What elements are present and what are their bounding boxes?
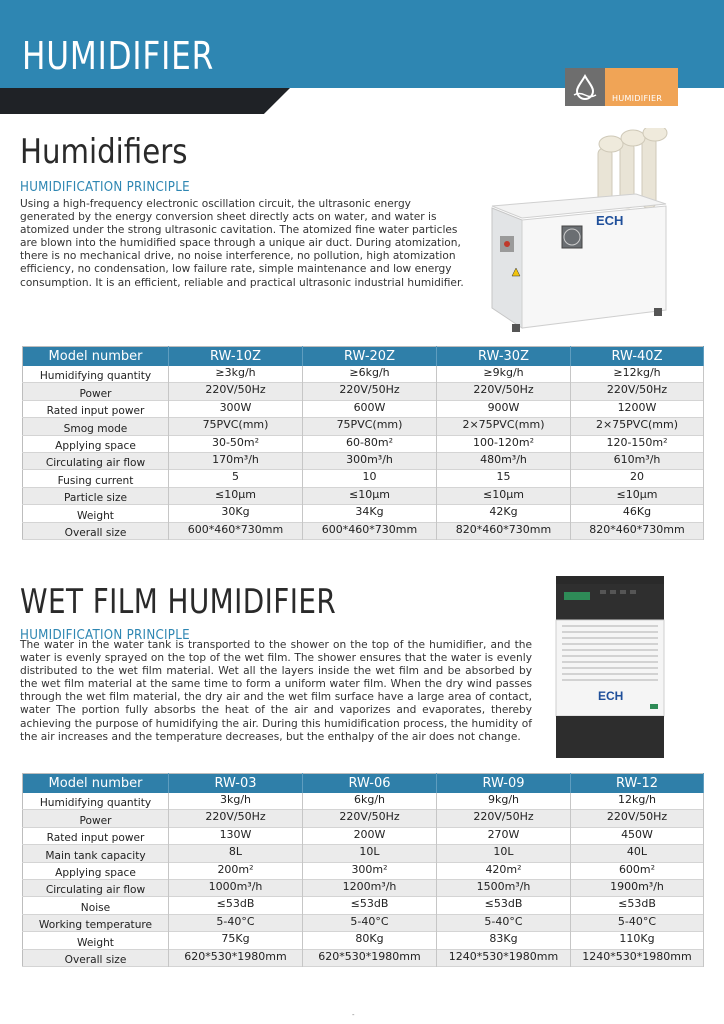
table-cell: 1500m³/h <box>437 879 571 896</box>
table-cell: ≤53dB <box>437 897 571 914</box>
row-label: Overall size <box>23 949 169 966</box>
table-cell: 220V/50Hz <box>571 383 704 400</box>
table-cell: 130W <box>169 827 303 844</box>
table-cell: 2×75PVC(mm) <box>571 418 704 435</box>
table-cell: 220V/50Hz <box>571 810 704 827</box>
row-label: Weight <box>23 932 169 949</box>
row-label: Applying space <box>23 862 169 879</box>
table-row <box>23 400 704 417</box>
table-row <box>23 505 704 522</box>
table-cell: 600*460*730mm <box>169 522 303 539</box>
table-cell: 1000m³/h <box>169 879 303 896</box>
table-row <box>23 470 704 487</box>
table-cell: 60-80m² <box>303 435 437 452</box>
table-cell: 2×75PVC(mm) <box>437 418 571 435</box>
table-cell: 200m² <box>169 862 303 879</box>
table-cell: 75Kg <box>169 932 303 949</box>
table-cell: 220V/50Hz <box>437 810 571 827</box>
ultrasonic-header-model-3: RW-30Z <box>437 347 571 366</box>
table-row <box>23 879 704 896</box>
table-cell: ≥6kg/h <box>303 366 437 383</box>
table-cell: 220V/50Hz <box>303 810 437 827</box>
section1-paragraph: Using a high-frequency electronic oscillation circuit, the ultrasonic energy generated by the energy conversion sheet directly acts on water, and water is atomized under the strong ultrasonic cavitation. The atomized fine water particles are blown into the humidified space through a unique air duct. During atomization, there is no mechanical drive, no noise interference, no pollution, high atomization efficiency, no condensation, low failure rate, simple maintenance and low energy consumption. It is an efficient, reliable and practical ultrasonic industrial humidifier. <box>20 198 464 289</box>
table-cell: 220V/50Hz <box>437 383 571 400</box>
section2-subtitle: HUMIDIFICATION PRINCIPLE <box>20 627 190 643</box>
table-cell: 820*460*730mm <box>571 522 704 539</box>
row-label: Rated input power <box>23 400 169 417</box>
row-label: Circulating air flow <box>23 879 169 896</box>
table-cell: 30Kg <box>169 505 303 522</box>
table-cell: 300m² <box>303 862 437 879</box>
table-cell: 9kg/h <box>437 793 571 810</box>
table-row <box>23 452 704 469</box>
row-label: Applying space <box>23 435 169 452</box>
row-label: Main tank capacity <box>23 845 169 862</box>
table-row <box>23 897 704 914</box>
table-cell: 80Kg <box>303 932 437 949</box>
row-label: Power <box>23 383 169 400</box>
table-cell: ≤53dB <box>571 897 704 914</box>
ultrasonic-header-model-number: Model number <box>23 347 169 366</box>
table-cell: 5 <box>169 470 303 487</box>
table-row <box>23 487 704 504</box>
table-row <box>23 366 704 383</box>
table-row <box>23 932 704 949</box>
table-row <box>23 827 704 844</box>
table-cell: 600W <box>303 400 437 417</box>
table-cell: 820*460*730mm <box>437 522 571 539</box>
ultrasonic-header-model-2: RW-20Z <box>303 347 437 366</box>
table-cell: 620*530*1980mm <box>303 949 437 966</box>
product-brand-label-2: ECH <box>598 689 624 703</box>
banner-stripe <box>0 88 290 114</box>
table-cell: 46Kg <box>571 505 704 522</box>
table-cell: ≤10μm <box>571 487 704 504</box>
table-cell: 420m² <box>437 862 571 879</box>
table-cell: ≤53dB <box>303 897 437 914</box>
table-cell: 220V/50Hz <box>303 383 437 400</box>
table-cell: 1240*530*1980mm <box>437 949 571 966</box>
table-cell: 620*530*1980mm <box>169 949 303 966</box>
table-cell: 10L <box>303 845 437 862</box>
section1-title: Humidifiers <box>20 132 188 172</box>
table-cell: 8L <box>169 845 303 862</box>
table-cell: 480m³/h <box>437 452 571 469</box>
table-cell: 30-50m² <box>169 435 303 452</box>
table-cell: 220V/50Hz <box>169 383 303 400</box>
banner-title: HUMIDIFIER <box>22 34 215 78</box>
spec-table-wet-film <box>22 773 704 967</box>
table-cell: 1240*530*1980mm <box>571 949 704 966</box>
table-cell: 75PVC(mm) <box>303 418 437 435</box>
table-cell: 15 <box>437 470 571 487</box>
section2-title: WET FILM HUMIDIFIER <box>20 582 337 622</box>
table-cell: 1200W <box>571 400 704 417</box>
wetfilm-header-model-1: RW-03 <box>169 774 303 793</box>
table-cell: ≥9kg/h <box>437 366 571 383</box>
table-cell: 5-40°C <box>169 914 303 931</box>
table-cell: ≤10μm <box>303 487 437 504</box>
table-cell: 100-120m² <box>437 435 571 452</box>
table-cell: 34Kg <box>303 505 437 522</box>
table-cell: 83Kg <box>437 932 571 949</box>
ultrasonic-header-model-1: RW-10Z <box>169 347 303 366</box>
table-cell: 270W <box>437 827 571 844</box>
ultrasonic-header-model-4: RW-40Z <box>571 347 704 366</box>
row-label: Smog mode <box>23 418 169 435</box>
table-cell: 600m² <box>571 862 704 879</box>
table-cell: 1900m³/h <box>571 879 704 896</box>
table-cell: 10 <box>303 470 437 487</box>
water-drop-icon <box>565 68 605 106</box>
spec-table-ultrasonic <box>22 346 704 540</box>
table-row <box>23 383 704 400</box>
wetfilm-header-model-number: Model number <box>23 774 169 793</box>
row-label: Overall size <box>23 522 169 539</box>
badge-label: HUMIDIFIER <box>612 94 663 103</box>
table-cell: ≥12kg/h <box>571 366 704 383</box>
table-row <box>23 522 704 539</box>
section2-paragraph: The water in the water tank is transported to the shower on the top of the humidifier, and the water is evenly sprayed on the top of the wet film. The shower ensures that the water is evenly distributed to the wet film material. Wet all the layers inside the wet film and be absorbed by the wet film material at the same time to form a uniform water film. When the dry wind passes through the wet film material, the dry air and the wet film surface have a large area of contact, water The portion fully absorbs the heat of the air and vaporizes and evaporates, thereby achieving the purpose of humidifying the air. During this humidification process, the humidity of the air increases and the temperature decreases, but the enthalpy of the air does not change. <box>20 639 532 743</box>
table-cell: 170m³/h <box>169 452 303 469</box>
table-cell: 1200m³/h <box>303 879 437 896</box>
row-label: Circulating air flow <box>23 452 169 469</box>
table-cell: ≤10μm <box>437 487 571 504</box>
table-cell: 300m³/h <box>303 452 437 469</box>
table-cell: 300W <box>169 400 303 417</box>
table-cell: 5-40°C <box>303 914 437 931</box>
ultrasonic-humidifier-image <box>486 128 676 333</box>
table-cell: 110Kg <box>571 932 704 949</box>
table-cell: 200W <box>303 827 437 844</box>
wetfilm-header-model-4: RW-12 <box>571 774 704 793</box>
table-cell: 6kg/h <box>303 793 437 810</box>
table-cell: 3kg/h <box>169 793 303 810</box>
table-cell: ≤53dB <box>169 897 303 914</box>
wetfilm-header-model-3: RW-09 <box>437 774 571 793</box>
table-cell: ≥3kg/h <box>169 366 303 383</box>
table-row <box>23 793 704 810</box>
table-cell: 900W <box>437 400 571 417</box>
table-row <box>23 862 704 879</box>
table-row <box>23 914 704 931</box>
table-cell: 600*460*730mm <box>303 522 437 539</box>
wet-film-humidifier-image <box>552 574 668 762</box>
table-row <box>23 418 704 435</box>
table-cell: 120-150m² <box>571 435 704 452</box>
table-row <box>23 435 704 452</box>
table-row <box>23 810 704 827</box>
row-label: Humidifying quantity <box>23 793 169 810</box>
category-badge <box>565 68 678 106</box>
page-mark: - <box>352 1011 355 1019</box>
section1-subtitle: HUMIDIFICATION PRINCIPLE <box>20 179 190 195</box>
row-label: Particle size <box>23 487 169 504</box>
table-cell: 75PVC(mm) <box>169 418 303 435</box>
product-brand-label-1: ECH <box>596 213 624 228</box>
row-label: Weight <box>23 505 169 522</box>
table-cell: 5-40°C <box>437 914 571 931</box>
row-label: Rated input power <box>23 827 169 844</box>
table-cell: 450W <box>571 827 704 844</box>
table-cell: 220V/50Hz <box>169 810 303 827</box>
table-cell: ≤10μm <box>169 487 303 504</box>
table-cell: 42Kg <box>437 505 571 522</box>
table-cell: 40L <box>571 845 704 862</box>
table-cell: 5-40°C <box>571 914 704 931</box>
row-label: Fusing current <box>23 470 169 487</box>
row-label: Power <box>23 810 169 827</box>
table-row <box>23 949 704 966</box>
table-row <box>23 845 704 862</box>
table-cell: 20 <box>571 470 704 487</box>
wetfilm-header-model-2: RW-06 <box>303 774 437 793</box>
row-label: Humidifying quantity <box>23 366 169 383</box>
row-label: Noise <box>23 897 169 914</box>
table-cell: 12kg/h <box>571 793 704 810</box>
table-cell: 10L <box>437 845 571 862</box>
row-label: Working temperature <box>23 914 169 931</box>
table-cell: 610m³/h <box>571 452 704 469</box>
